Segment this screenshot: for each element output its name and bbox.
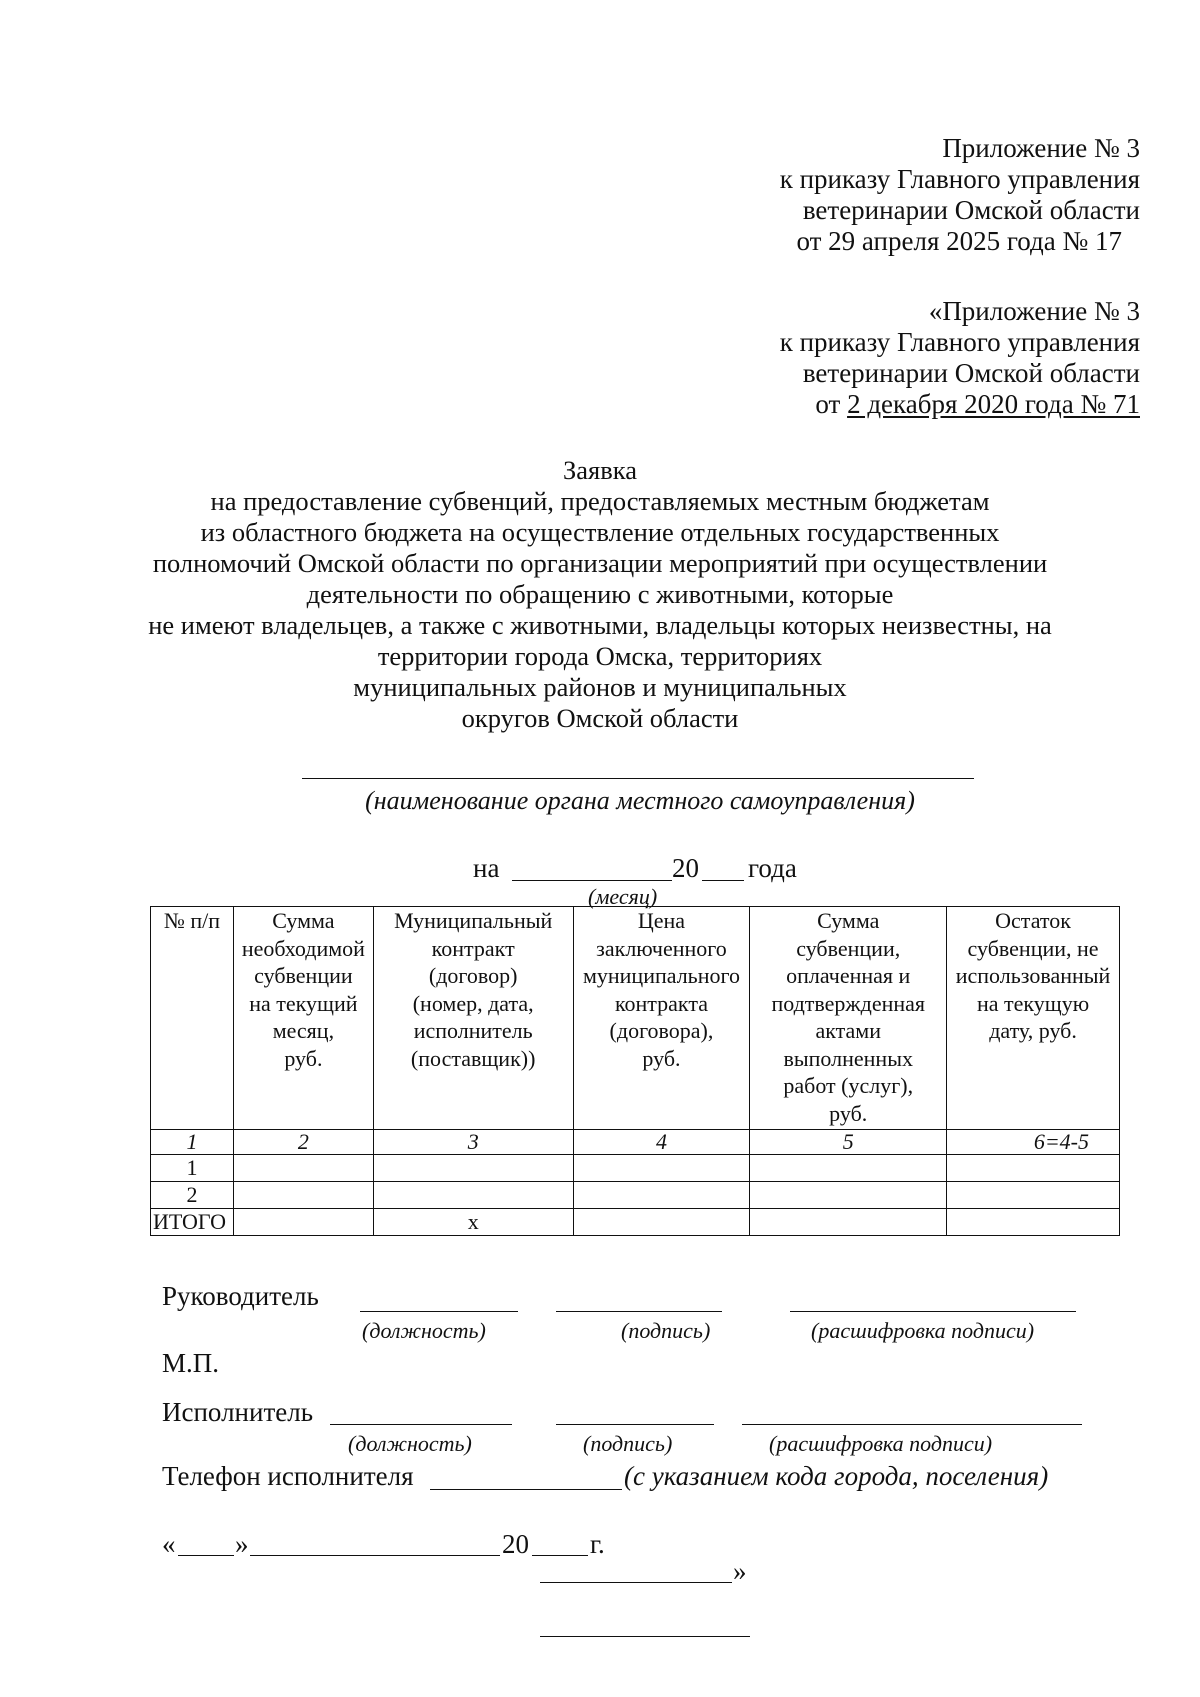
- table-cell: [947, 1209, 1120, 1236]
- header-line: заключенного: [596, 935, 727, 961]
- table-row: [151, 1182, 1120, 1209]
- header-line: Муниципальный: [394, 908, 553, 933]
- executor-position-line: [330, 1424, 512, 1425]
- header-line: подтвержденная: [771, 990, 926, 1016]
- header-line: дату, руб.: [989, 1018, 1077, 1043]
- month-caption: (месяц): [588, 884, 658, 909]
- date-month-line: [250, 1555, 500, 1556]
- table-total-row: [151, 1209, 1120, 1236]
- quoted-appendix-header: [780, 296, 1140, 420]
- decoding-caption: (расшифровка подписи): [811, 1318, 1035, 1343]
- quoted-header-line: «Приложение № 3: [928, 296, 1140, 326]
- appendix-header-line: ветеринарии Омской области: [802, 195, 1140, 225]
- date-underlined: 2 декабря 2020 года № 71: [847, 389, 1140, 419]
- header-line: (договора),: [609, 1018, 714, 1043]
- title-line: территории города Омска, территориях: [377, 641, 823, 671]
- column-number: 2: [233, 1130, 373, 1155]
- table-cell: [233, 1182, 373, 1209]
- table-cell: х: [373, 1209, 573, 1236]
- header-line: руб.: [284, 1045, 323, 1071]
- column-number: 5: [750, 1130, 947, 1155]
- head-signature-line: [556, 1311, 722, 1312]
- table-cell: [750, 1209, 947, 1236]
- phone-label: Телефон исполнителя: [162, 1461, 414, 1491]
- title-line: деятельности по обращению с животными, которые: [306, 579, 894, 609]
- table-cell: [233, 1209, 373, 1236]
- decoding-caption: (расшифровка подписи): [769, 1431, 993, 1456]
- subvention-table: [150, 906, 1120, 1236]
- table-cell: 2: [151, 1182, 234, 1209]
- header-line: выполненных: [783, 1045, 913, 1071]
- header-line: № п/п: [163, 908, 221, 933]
- table-cell: 1: [151, 1155, 234, 1182]
- column-number: 4: [573, 1130, 750, 1155]
- month-line: [512, 880, 672, 881]
- period-suffix: года: [748, 853, 797, 883]
- stamp-label: М.П.: [162, 1348, 220, 1378]
- column-number-row: [151, 1130, 1120, 1155]
- appendix-header-line: Приложение № 3: [942, 133, 1140, 163]
- header-cell-required-sum: [233, 907, 373, 1130]
- header-line: на текущий: [249, 990, 358, 1016]
- header-line: (номер, дата,: [412, 990, 534, 1016]
- year-line: [702, 880, 744, 881]
- date-year-line: [532, 1555, 588, 1556]
- header-line: использованный: [955, 963, 1111, 988]
- header-line: субвенции, не: [967, 935, 1099, 961]
- header-line: исполнитель: [413, 1018, 533, 1043]
- header-line: Цена: [637, 908, 686, 933]
- table-cell: [573, 1155, 750, 1182]
- period-year-prefix: 20: [672, 853, 699, 883]
- title-line: округов Омской области: [461, 703, 739, 733]
- table-cell: ИТОГО: [151, 1209, 234, 1236]
- org-caption: (наименование органа местного самоуправления): [365, 786, 915, 815]
- header-line: контракт: [431, 935, 515, 961]
- header-line: контракта: [614, 990, 708, 1016]
- closing-quote: »: [733, 1556, 747, 1586]
- title-line: из областного бюджета на осуществление отдельных государственных: [200, 517, 1000, 547]
- position-caption: (должность): [348, 1431, 472, 1456]
- title-line: полномочий Омской области по организации мероприятий при осуществлении: [152, 548, 1048, 578]
- appendix-header-line: от 29 апреля 2025 года № 17: [796, 226, 1122, 256]
- closing-line-1: [540, 1582, 732, 1583]
- column-number: 3: [373, 1130, 573, 1155]
- table-cell: [573, 1182, 750, 1209]
- executor-signature-line: [556, 1424, 714, 1425]
- document-title: [60, 455, 1140, 734]
- column-number: 6=4-5: [947, 1130, 1120, 1155]
- head-decoding-line: [790, 1311, 1076, 1312]
- column-number: 1: [151, 1130, 234, 1155]
- appendix-header: [780, 133, 1140, 257]
- title-line: муниципальных районов и муниципальных: [353, 672, 847, 702]
- header-line: месяц,: [272, 1018, 335, 1043]
- date-prefix: от: [815, 389, 848, 419]
- header-line: Остаток: [995, 908, 1071, 933]
- appendix-header-line: к приказу Главного управления: [779, 164, 1140, 194]
- header-line: руб.: [829, 1100, 868, 1126]
- table-row: [151, 1155, 1120, 1182]
- header-line: оплаченная и: [786, 963, 911, 988]
- table-cell: [373, 1155, 573, 1182]
- title-line: не имеют владельцев, а также с животными, владельцы которых неизвестны, на: [148, 610, 1052, 640]
- header-cell-number: [151, 907, 234, 1130]
- header-line: (поставщик)): [410, 1045, 536, 1071]
- header-line: (договор): [428, 963, 518, 988]
- header-line: Сумма: [817, 908, 880, 933]
- table-cell: [750, 1155, 947, 1182]
- head-position-line: [360, 1311, 518, 1312]
- phone-caption: (с указанием кода города, поселения): [624, 1461, 1049, 1491]
- executor-decoding-line: [742, 1424, 1082, 1425]
- quoted-header-line: ветеринарии Омской области: [802, 358, 1140, 388]
- header-line: Сумма: [272, 908, 335, 933]
- header-line: актами: [815, 1018, 881, 1043]
- table-cell: [750, 1182, 947, 1209]
- closing-line-2: [540, 1636, 750, 1637]
- executor-label: Исполнитель: [162, 1397, 314, 1427]
- date-year-prefix: 20: [502, 1529, 529, 1559]
- quoted-header-line: к приказу Главного управления: [779, 327, 1140, 357]
- signature-caption: (подпись): [583, 1431, 673, 1456]
- header-line: муниципального: [582, 963, 740, 988]
- table-cell: [573, 1209, 750, 1236]
- header-line: субвенции,: [796, 935, 901, 961]
- header-line: субвенции: [254, 963, 353, 988]
- date-close-quote: »: [235, 1529, 249, 1559]
- header-line: руб.: [642, 1045, 681, 1071]
- table-cell: [233, 1155, 373, 1182]
- header-cell-contract-price: [573, 907, 750, 1130]
- title-line: Заявка: [563, 455, 637, 485]
- header-line: необходимой: [241, 935, 365, 961]
- table-cell: [947, 1182, 1120, 1209]
- table-header-row: [151, 907, 1120, 1130]
- header-line: на текущую: [976, 990, 1090, 1016]
- table-cell: [373, 1182, 573, 1209]
- head-label: Руководитель: [162, 1281, 319, 1311]
- header-cell-paid-sum: [750, 907, 947, 1130]
- header-cell-balance: [947, 907, 1120, 1130]
- phone-line: [430, 1489, 622, 1490]
- signature-caption: (подпись): [621, 1318, 711, 1343]
- header-cell-contract: [373, 907, 573, 1130]
- date-day-line: [178, 1555, 234, 1556]
- quoted-header-date: [780, 389, 1140, 420]
- org-name-line: [302, 778, 974, 779]
- date-suffix: г.: [590, 1529, 605, 1559]
- position-caption: (должность): [362, 1318, 486, 1343]
- table-cell: [947, 1155, 1120, 1182]
- header-line: работ (услуг),: [783, 1073, 914, 1098]
- date-open-quote: «: [162, 1529, 176, 1559]
- title-line: на предоставление субвенций, предоставляемых местным бюджетам: [210, 486, 990, 516]
- period-prefix: на: [473, 853, 500, 883]
